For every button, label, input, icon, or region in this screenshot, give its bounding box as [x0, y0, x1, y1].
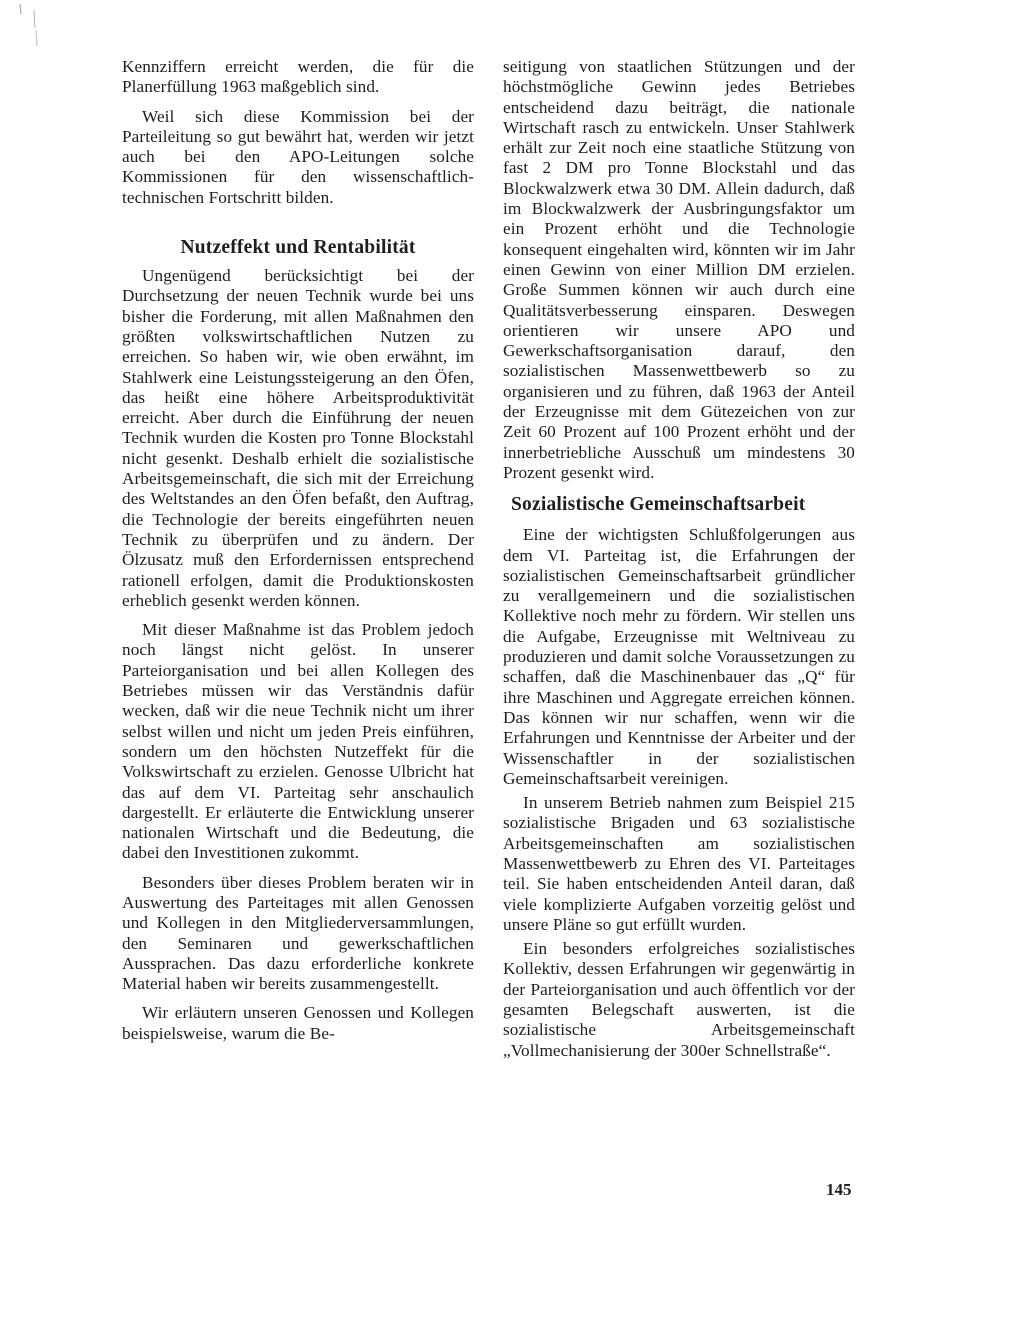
paragraph: Mit dieser Maßnahme ist das Problem jedoch noch längst nicht gelöst. In unserer Parteiorganisation und bei allen Kollegen des Betriebes müssen wir das Verständnis dafür wecken, daß wir die neue Technik nicht um ihrer selbst willen und nicht um jeden Preis einführen, sondern um den höchsten Nutzeffekt für die Volkswirtschaft zu erzielen. Genosse Ulbricht hat das auf dem VI. Parteitag sehr anschaulich dargestellt. Er erläuterte die Entwicklung unserer nationalen Wirtschaft und die Bedeutung, die dabei den Investitionen zukommt. — [122, 620, 474, 863]
paragraph: In unserem Betrieb nahmen zum Beispiel 215 sozialistische Brigaden und 63 sozialistische Arbeitsgemeinschaften am sozialistischen Massenwettbewerb zu Ehren des VI. Parteitages teil. Sie haben entscheidenden Anteil daran, daß viele komplizierte Aufgaben vorzeitig gelöst und unsere Pläne so gut erfüllt wurden. — [503, 793, 855, 934]
left-column — [122, 57, 474, 1053]
paragraph: Ungenügend berücksichtigt bei der Durchsetzung der neuen Technik wurde bei uns bisher die Forderung, mit allen Maßnahmen den größten volkswirtschaftlichen Nutzen zu erreichen. So haben wir, wie oben erwähnt, im Stahlwerk eine Leistungssteigerung an den Öfen, das heißt eine höhere Arbeitsproduktivität erreicht. Aber durch die Einführung der neuen Technik wurden die Kosten pro Tonne Blockstahl nicht gesenkt. Deshalb erhielt die sozialistische Arbeitsgemeinschaft, die sich mit der Erreichung des Weltstandes an den Öfen befaßt, den Auftrag, die Technologie der bereits eingeführten neuen Technik zu überprüfen und zu ändern. Der Ölzusatz muß den Erfordernissen entsprechend rationell erfolgen, damit die Produktionskosten erheblich gesenkt werden können. — [122, 266, 474, 610]
paragraph: Besonders über dieses Problem beraten wir in Auswertung des Parteitages mit allen Genossen und Kollegen in den Mitgliederversammlungen, den Seminaren und gewerkschaftlichen Aussprachen. Das dazu erforderliche konkrete Material haben wir bereits zusammengestellt. — [122, 872, 474, 994]
paragraph: Eine der wichtigsten Schlußfolgerungen aus dem VI. Parteitag ist, die Erfahrungen der sozialistischen Gemeinschaftsarbeit gründlicher zu verallgemeinern und die sozialistischen Kollektive noch mehr zu fördern. Wir stellen uns die Aufgabe, Erzeugnisse mit Weltniveau zu produzieren und damit solche Voraussetzungen zu schaffen, daß die Maschinenbauer das „Q“ für ihre Maschinen und Aggregate erreichen können. Das können wir nur schaffen, wenn wir die Erfahrungen und Kenntnisse der Arbeiter und der Wissenschaftler in der sozialistischen Gemeinschaftsarbeit vereinigen. — [503, 525, 855, 788]
paragraph: Wir erläutern unseren Genossen und Kollegen beispielsweise, warum die Be- — [122, 1003, 474, 1043]
paragraph: Weil sich diese Kommission bei der Parteileitung so gut bewährt hat, werden wir jetzt auch bei den APO-Leitungen solche Kommissionen für den wissenschaftlich-technischen Fortschritt bilden. — [122, 106, 474, 207]
scan-artifact-mark — [14, 0, 54, 50]
right-column — [503, 57, 855, 1070]
section-heading: Nutzeffekt und Rentabilität — [180, 237, 416, 259]
section-heading: Sozialistische Gemeinschaftsarbeit — [511, 494, 806, 516]
paragraph: Kennziffern erreicht werden, die für die Planerfüllung 1963 maßgeblich sind. — [122, 57, 474, 97]
paragraph: Ein besonders erfolgreiches sozialistisches Kollektiv, dessen Erfahrungen wir gegenwärtig in der Parteiorganisation und auch öffentlich vor der gesamten Belegschaft auswerten, ist die sozialistische Arbeitsgemeinschaft „Vollmechanisierung der 300er Schnellstraße“. — [503, 939, 855, 1060]
paragraph: seitigung von staatlichen Stützungen und der höchstmögliche Gewinn jedes Betriebes entscheidend dazu beiträgt, die nationale Wirtschaft rasch zu entwickeln. Unser Stahlwerk erhält zur Zeit noch eine staatliche Stützung von fast 2 DM pro Tonne Blockstahl und das Blockwalzwerk etwa 30 DM. Allein dadurch, daß im Blockwalzwerk der Ausbringungsfaktor um ein Prozent erhöht und die Technologie konsequent eingehalten wird, könnten wir im Jahr einen Gewinn von einer Million DM erzielen. Große Summen können wir auch durch eine Qualitätsverbesserung einsparen. Deswegen orientieren wir unsere APO und Gewerkschaftsorganisation darauf, den sozialistischen Massenwettbewerb so zu organisieren und zu führen, daß 1963 der Anteil der Erzeugnisse mit dem Gütezeichen von zur Zeit 60 Prozent auf 100 Prozent erhöht und der innerbetriebliche Ausschuß um mindestens 30 Prozent gesenkt wird. — [503, 57, 855, 482]
page-number: 145 — [826, 1180, 852, 1199]
